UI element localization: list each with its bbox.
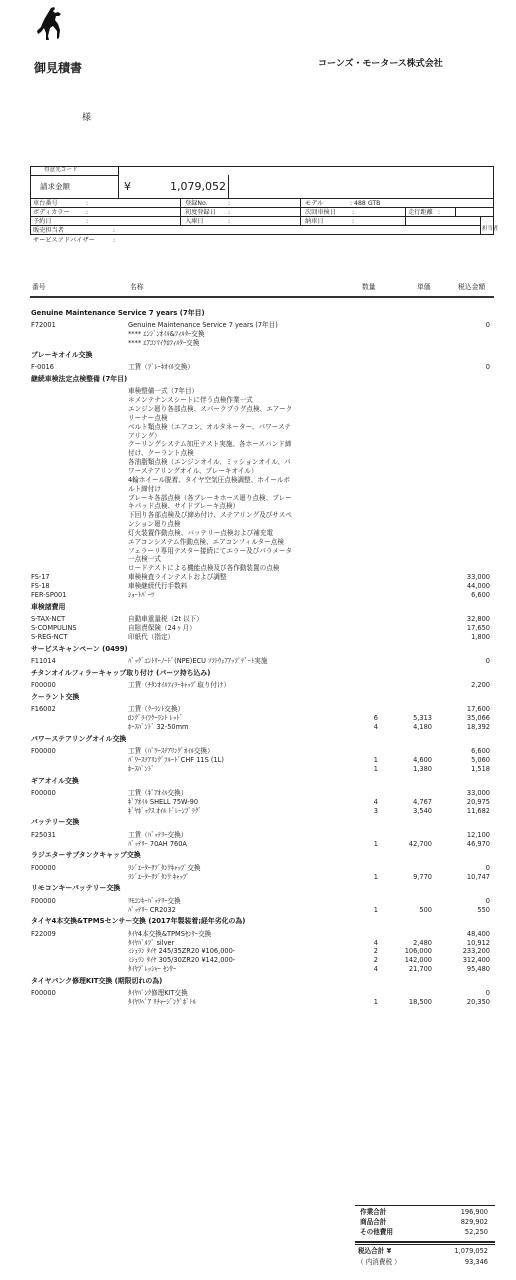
colon: :: [228, 209, 231, 216]
item-amount: 11,682: [466, 806, 490, 815]
company-name: コーンズ・モータース株式会社: [318, 59, 443, 69]
section-heading: リモコンキーバッテリー交換: [31, 884, 121, 893]
item-name: ＊メンテナンスシートに伴う点検作業一式: [128, 396, 253, 405]
item-name: エンジン廻り各部点検、スパークプラグ点検、エアーク: [128, 405, 293, 413]
colon: :: [352, 209, 355, 216]
grand-total-label: 税込合計 ¥: [358, 1247, 392, 1255]
item-name: ﾀｲﾔﾌﾟﾚｯｼｬｰ ｾﾝｻｰ: [128, 965, 177, 974]
column-quantity: 数量: [362, 283, 376, 291]
item-name: Genuine Maintenance Service 7 years (7年目): [128, 321, 278, 330]
delivery-date-label: 納車日: [305, 218, 324, 225]
item-name: 灯火装置作動点検、バッテリー点検および補充電: [128, 528, 274, 537]
colon: :: [113, 237, 116, 244]
item-code: FS-17: [31, 573, 50, 582]
labor-total-label: 作業合計: [360, 1208, 387, 1216]
item-name: 工賃（ﾁﾀﾝｵｲﾙﾌｨﾗｰｷｬｯﾌﾟ取り付け）: [128, 681, 231, 689]
item-name: ﾊﾟﾜｰｽﾃｱﾘﾝｸﾞﾌﾙｰﾄﾞCHF 11S (1L): [128, 755, 224, 764]
item-name: ﾎｰｽﾊﾞﾝﾄﾞ 32-50mm: [128, 722, 189, 731]
colon: :: [228, 200, 231, 207]
item-amount: 17,650: [466, 623, 490, 632]
item-name: ﾊﾞｯｸﾞｴﾝﾄﾘｰﾉｰﾄﾞ(NPE)ECU ｿﾌﾄｳｪｱｱｯﾌﾟﾃﾞｰﾄ実施: [128, 656, 268, 665]
item-name: リーナー点検: [128, 413, 168, 422]
item-unit-price: 500: [419, 905, 432, 914]
section-heading: 継続車検法定点検整備 (7年目): [31, 375, 128, 383]
item-name: ンション廻り点検: [128, 520, 181, 529]
item-amount: 95,480: [466, 965, 490, 974]
item-name: ﾀｲﾔﾘﾍﾟｱ ﾘﾁｬｰｼﾞﾝｸﾞﾎﾞﾄﾙ: [128, 998, 197, 1007]
item-amount: 44,000: [466, 582, 490, 590]
item-unit-price: 4,767: [413, 797, 432, 806]
item-name: **** ｴｱｺﾝﾏｲｸﾛﾌｨﾙﾀｰ交換: [128, 339, 200, 347]
colon: :: [228, 218, 231, 225]
acceptor-label: 担当者: [482, 226, 499, 232]
item-amount: 1,800: [471, 632, 490, 641]
column-code: 番号: [32, 283, 46, 291]
item-amount: 0: [485, 863, 490, 872]
entry-date-label: 入庫日: [185, 218, 204, 225]
item-amount: 5,060: [471, 755, 490, 764]
item-quantity: 1: [373, 839, 378, 848]
item-name: ﾗｼﾞｴｰﾀｰｻﾌﾞﾀﾝｸｷｬｯﾌﾟ交換: [128, 863, 201, 872]
item-quantity: 2: [373, 956, 378, 965]
item-unit-price: 142,000: [404, 956, 432, 965]
item-unit-price: 42,700: [408, 839, 432, 848]
item-name: ﾘﾓｺﾝｷｰﾊﾞｯﾃﾘｰ交換: [128, 896, 181, 905]
item-code: FS-18: [31, 582, 50, 590]
invoice-total-amount: 1,079,052: [170, 180, 226, 193]
item-unit-price: 5,313: [413, 714, 432, 722]
item-amount: 20,350: [466, 998, 490, 1007]
item-amount: 46,970: [466, 839, 490, 848]
item-code: S-TAX-NCT: [31, 615, 66, 623]
item-name: 自賠責保険（24ヶ月）: [128, 623, 196, 632]
item-code: F22009: [31, 929, 56, 938]
item-code: F00000: [31, 863, 56, 872]
item-name: エアコンシステム作動点検、エアコンフィルター点検: [128, 537, 284, 546]
labor-total: 196,900: [460, 1208, 488, 1216]
item-name: ﾐｼｭﾗﾝ ﾀｲﾔ 305/30ZR20 ¥142,000-: [128, 956, 236, 965]
item-unit-price: 106,000: [404, 947, 432, 956]
item-name: 車検検査ラインテストおよび調整: [128, 573, 227, 582]
item-name: ﾀｲﾔ4本交換&TPMSｾﾝｻｰ交換: [128, 929, 212, 938]
item-code: S-COMPULINS: [31, 623, 77, 632]
item-amount: 12,100: [466, 830, 490, 839]
item-quantity: 1: [373, 905, 378, 914]
section-heading: ブレーキオイル交換: [31, 350, 93, 359]
item-amount: 32,800: [466, 615, 490, 623]
item-amount: 10,747: [466, 872, 490, 881]
section-heading: ギアオイル交換: [31, 776, 79, 785]
item-name: クーリングシステム加圧テスト実施、各ホースバンド締: [128, 440, 292, 449]
item-amount: 48,400: [466, 929, 490, 938]
item-name: ﾀｲﾔﾊﾟﾝｸ修理KIT交換: [128, 989, 188, 998]
item-amount: 0: [485, 896, 490, 905]
item-quantity: 4: [373, 938, 378, 947]
model-label: モデル: [305, 200, 324, 207]
item-name: ﾀｲﾔﾊﾞﾙﾌﾞ silver: [128, 938, 175, 947]
item-code: F25031: [31, 830, 56, 839]
item-name: ｷﾞﾔﾎﾞｯｸｽ ｵｲﾙ ﾄﾞﾚｰﾝﾌﾟﾗｸﾞ: [128, 806, 202, 815]
next-inspection-label: 次回車検日: [305, 209, 336, 216]
item-name: 4輪ホイール脱着、タイヤ空気圧点検調整、ホイールボ: [128, 475, 291, 484]
item-name: ｷﾞｱｵｲﾙ SHELL 75W-90: [128, 797, 199, 806]
item-unit-price: 9,770: [413, 872, 432, 881]
item-unit-price: 18,500: [408, 998, 432, 1007]
item-quantity: 1: [373, 755, 378, 764]
item-code: F00000: [31, 788, 56, 797]
model-value: : 488 GTB: [350, 200, 381, 207]
other-costs-label: その他費用: [360, 1228, 393, 1236]
reservation-date-label: 予約日: [33, 218, 52, 225]
parts-total-label: 商品合計: [360, 1218, 387, 1226]
item-name: 工賃（ｷﾞｱｵｲﾙ交換）: [128, 788, 188, 797]
parts-total: 829,902: [460, 1218, 488, 1226]
section-heading: ラジエターサブタンクキャップ交換: [31, 851, 141, 860]
section-heading: タイヤ4本交換&TPMSセンサー交換 (2017年製装着;経年劣化の為): [31, 917, 246, 926]
item-amount: 2,200: [471, 681, 490, 689]
item-code: F-0016: [31, 363, 54, 372]
item-name: ベルト類点検（エアコン、オルタネーター、パワーステ: [128, 422, 291, 431]
item-amount: 1,518: [471, 764, 490, 773]
item-name: ロードテストによる機能点検及び各作動装置の点検: [128, 564, 280, 573]
item-name: ワーステアリングオイル、ブレーキオイル）: [128, 466, 258, 475]
item-unit-price: 2,480: [413, 938, 432, 947]
item-name: ﾊﾞｯﾃﾘｰ CR2032: [128, 905, 176, 914]
item-quantity: 1: [373, 872, 378, 881]
colon: :: [86, 218, 89, 225]
item-unit-price: 4,180: [413, 722, 432, 731]
section-heading: パワーステアリングオイル交換: [31, 734, 127, 743]
item-unit-price: 1,380: [413, 764, 432, 773]
item-name: ﾎｰｽﾊﾞﾝﾄﾞ: [128, 764, 155, 773]
item-amount: 10,912: [466, 938, 490, 947]
item-unit-price: 4,600: [413, 755, 432, 764]
section-heading: チタンオイルフィラーキャップ取り付け (パーツ持ち込み): [31, 668, 211, 677]
section-heading: サービスキャンペーン (0499): [31, 644, 128, 653]
item-amount: 0: [485, 363, 490, 372]
body-color-label: ボディカラー: [33, 209, 70, 216]
colon: :: [86, 200, 89, 207]
item-code: FER-SP001: [31, 590, 67, 599]
item-quantity: 1: [373, 998, 378, 1007]
yen-sign: ¥: [124, 180, 131, 193]
item-name: 工賃（ｸｰﾗﾝﾄ交換）: [128, 705, 185, 714]
item-quantity: 4: [373, 797, 378, 806]
item-code: F00000: [31, 681, 56, 689]
item-quantity: 3: [373, 806, 378, 815]
mileage-label: 走行距離: [408, 209, 433, 216]
prancing-horse-logo: [34, 6, 64, 42]
item-amount: 20,975: [466, 797, 490, 806]
item-name: 車検整備一式（7年目）: [128, 387, 199, 396]
item-name: 工賃（ﾊﾞｯﾃﾘｰ交換）: [128, 830, 188, 839]
colon: :: [86, 209, 89, 216]
item-code: F72001: [31, 321, 56, 330]
item-quantity: 6: [373, 714, 378, 722]
registration-number-label: 登録No.: [185, 200, 208, 207]
invoice-total-label: 請求金額: [40, 182, 70, 191]
section-heading: クーラント交換: [31, 692, 80, 701]
item-amount: 0: [485, 656, 490, 665]
item-quantity: 4: [373, 965, 378, 974]
item-amount: 550: [477, 905, 490, 914]
item-code: F11014: [31, 656, 56, 665]
item-unit-price: 21,700: [408, 965, 432, 974]
item-code: F16002: [31, 705, 56, 714]
item-name: 付け、クーラント点検: [128, 449, 194, 458]
item-code: F00000: [31, 896, 56, 905]
colon: :: [352, 218, 355, 225]
item-name: 一点検一式: [128, 555, 161, 564]
item-name: キパッド点検、サイドブレーキ点検）: [128, 502, 240, 511]
item-name: 各油脂類点検（エンジンオイル、ミッションオイル、パ: [128, 458, 291, 467]
item-name: 工賃（ﾊﾟﾜｰｽﾃｱﾘﾝｸﾞｵｲﾙ交換）: [128, 747, 214, 755]
service-advisor-label: サービスアドバイザー: [33, 237, 95, 244]
first-registration-label: 初度登録日: [185, 209, 216, 216]
item-name: ﾐｼｭﾗﾝ ﾀｲﾔ 245/35ZR20 ¥106,000-: [128, 947, 236, 956]
item-quantity: 2: [373, 947, 378, 956]
section-heading: バッテリー交換: [31, 818, 80, 827]
colon: :: [438, 209, 441, 216]
item-amount: 17,600: [466, 705, 490, 714]
customer-code-label: 得意先コード: [44, 167, 78, 173]
column-amount: 税込金額: [458, 283, 486, 291]
item-name: 印紙代（指定）: [128, 632, 175, 641]
section-heading: Genuine Maintenance Service 7 years (7年目): [31, 309, 205, 317]
item-name: 工賃（ﾌﾞﾚｰｷｵｲﾙ交換）: [128, 363, 194, 372]
consumption-tax: 93,346: [464, 1258, 488, 1266]
item-code: F00000: [31, 989, 56, 998]
colon: :: [113, 227, 116, 234]
item-quantity: 4: [373, 722, 378, 731]
item-name: ルト締付け: [128, 484, 161, 493]
item-amount: 6,600: [471, 747, 490, 755]
document-title: 御見積書: [34, 61, 83, 75]
item-amount: 35,066: [466, 714, 490, 722]
item-amount: 6,600: [471, 590, 490, 599]
item-name: フェラーリ専用テスター接続にてエラー及びパラメータ: [128, 546, 293, 555]
item-unit-price: 3,540: [413, 806, 432, 815]
item-name: ﾊﾞｯﾃﾘｰ 70AH 760A: [128, 839, 187, 848]
item-name: **** ｴﾝｼﾞﾝｵｲﾙ&ﾌｨﾙﾀｰ交換: [128, 330, 205, 339]
sales-staff-label: 販売担当者: [33, 227, 64, 234]
item-amount: 0: [485, 989, 490, 998]
item-amount: 18,392: [466, 722, 490, 731]
consumption-tax-label: （ 内消費税 ）: [357, 1258, 401, 1266]
item-quantity: 1: [373, 764, 378, 773]
chassis-number-label: 車台番号: [33, 200, 58, 207]
item-name: 車検継続代行手数料: [128, 582, 188, 590]
item-name: アリング）: [128, 431, 161, 440]
column-name: 名称: [130, 283, 144, 291]
customer-honorific: 様: [82, 113, 92, 123]
grand-total: 1,079,052: [454, 1247, 488, 1255]
item-name: ｼｮｰﾄﾊﾟｰﾂ: [128, 590, 155, 599]
item-name: 自動車重量税（2t 以下）: [128, 615, 203, 623]
item-name: ﾗｼﾞｴｰﾀｰｻﾌﾞﾀﾝｸ ｷｬｯﾌﾟ: [128, 872, 190, 881]
column-unit-price: 単価: [417, 283, 431, 291]
item-name: 下回り各部点検及び締め付け、ステアリング及びサスペ: [128, 511, 292, 520]
item-amount: 312,400: [462, 956, 490, 965]
item-amount: 0: [485, 321, 490, 330]
item-code: F00000: [31, 747, 56, 755]
item-amount: 33,000: [466, 573, 490, 582]
item-amount: 233,200: [462, 947, 490, 956]
section-heading: 車検諸費用: [31, 602, 66, 611]
other-costs: 52,250: [464, 1228, 488, 1236]
item-name: ﾛﾝｸﾞﾗｲﾌｸｰﾗﾝﾄ ﾚｯﾄﾞ: [128, 714, 183, 722]
item-amount: 33,000: [466, 788, 490, 797]
item-code: S-REG-NCT: [31, 632, 68, 641]
item-name: ブレーキ各部点検（各ブレーキホース廻り点検、ブレー: [128, 493, 292, 502]
section-heading: タイヤパンク修理KIT交換 (期限切れの為): [31, 976, 163, 985]
